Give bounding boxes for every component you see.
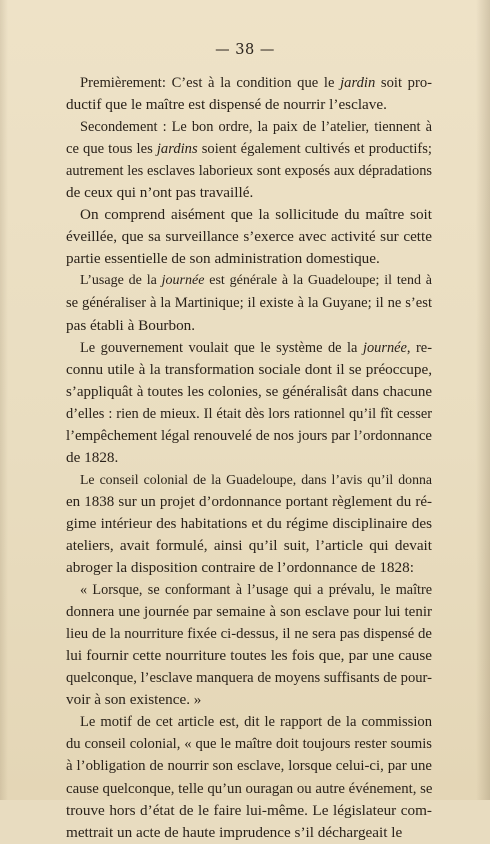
text-run: s’appliquât à toutes les colonies, se généralisât dans chacune [66,383,432,400]
text-run: ductif que le maître est dispensé de nourrir l’esclave. [66,96,387,114]
text-run: Secondement : Le bon ordre, la paix de l’atelier, tiennent à [80,119,432,136]
text-line [66,182,432,204]
text-run: trouve hors d’état de le faire lui-même. Le législateur com- [66,801,432,819]
text-line [66,94,432,116]
text-line [66,138,432,160]
text-line [66,403,432,425]
text-line [66,116,432,138]
text-line [66,711,432,733]
text-run: mettrait un acte de haute imprudence s’il déchargeait le [66,823,403,841]
text-run: L’usage de la [80,273,162,289]
text-run: ce que tous les [66,141,157,158]
paragraph [66,270,432,336]
text-line [66,447,432,469]
text-line [66,491,432,513]
text-run: soient également cultivés et productifs; [197,141,432,158]
text-line [66,425,432,447]
text-line [66,557,432,579]
text-run: « Lorsque, se conformant à l’usage qui a prévalu, le maître [80,582,432,599]
text-line [66,689,432,711]
text-run: Le gouvernement voulait que le système de la [80,339,363,356]
text-line [66,160,432,182]
text-line [66,822,432,844]
text-run: à l’obligation de nourrir son esclave, lorsque celui-ci, par une [66,758,432,775]
text-line [66,778,432,800]
text-run: , re- [406,339,432,356]
paragraph [66,579,432,711]
text-line [66,248,432,270]
text-run: On comprend aisément que la sollicitude du maître soit [80,206,432,224]
text-line [66,755,432,777]
text-run: gime intérieur des habitations et du régime disciplinaire des [66,514,432,532]
page-number: — 38 — [215,42,275,58]
paragraph [66,72,432,116]
text-line [66,513,432,535]
text-line [66,733,432,755]
italic-term: jardins [156,141,198,158]
text-run: voir à son existence. » [66,691,202,709]
text-line [66,645,432,667]
text-run: de 1828. [66,448,119,466]
page-fold-shadow [476,0,490,800]
text-run: est générale à la Guadeloupe; il tend à [204,273,433,289]
text-run: partie essentielle de son administration domestique. [66,250,380,268]
body-text [66,72,432,844]
text-run: pas établi à Bourbon. [66,316,196,334]
paragraph [66,337,432,469]
text-run: donnera une journée par semaine à son esclave pour lui tenir [66,604,432,621]
text-line [66,72,432,94]
text-run: du conseil colonial, « que le maître doit toujours rester soumis [66,736,432,753]
text-line [66,204,432,226]
text-line [66,359,432,381]
text-line [66,535,432,557]
text-line [66,579,432,601]
text-run: connu utile à la transformation sociale dont il se préoccupe, [66,360,432,378]
text-run: se généraliser à la Martinique; il existe à la Guyane; il ne s’est [66,295,432,312]
text-line [66,800,432,822]
text-line [66,337,432,359]
text-run: quelconque, l’esclave manquera de moyens suffisants de pour- [66,670,432,687]
text-line [66,601,432,623]
paragraph [66,469,432,579]
text-run: soit pro- [375,75,432,91]
text-line [66,469,432,491]
paragraph [66,711,432,843]
text-line [66,381,432,403]
italic-term: journée [161,273,205,289]
text-run: abroger la disposition contraire de l’ordonnance de 1828: [66,559,414,577]
text-run: ateliers, avait formulé, ainsi qu’il suit, l’article qui devait [66,536,432,554]
text-run: en 1838 sur un projet d’ordonnance portant règlement du ré- [66,493,432,510]
text-line [66,623,432,645]
text-run: lui fournir cette nourriture toutes les fois que, par une cause [66,647,432,665]
text-run: autrement les esclaves laborieux sont exposés aux dépradations [66,163,432,180]
text-run: cause quelconque, telle qu’un ouragan ou autre événement, se [66,780,433,797]
text-run: lieu de la nourriture fixée ci-dessus, il ne sera pas dispensé de [66,626,432,643]
paragraph [66,116,432,204]
text-run: Premièrement: C’est à la condition que le [80,75,341,91]
text-line [66,315,432,337]
text-line [66,667,432,689]
text-run: l’empêchement légal renouvelé de nos jours par l’ordonnance [66,427,432,444]
text-run: éveillée, que sa surveillance s’exerce avec activité sur cette [66,228,432,246]
paragraph [66,204,432,270]
text-run: Le conseil colonial de la Guadeloupe, dans l’avis qu’il donna [80,471,432,487]
italic-term: jardin [340,75,376,91]
text-line [66,270,432,292]
italic-term: journée [362,339,407,356]
text-run: de ceux qui n’ont pas travaillé. [66,184,254,202]
text-run: Le motif de cet article est, dit le rapport de la commission [80,714,432,731]
text-line [66,292,432,314]
page-edge-shadow [0,0,8,800]
text-line [66,226,432,248]
text-run: d’elles : rien de mieux. Il était dès lors rationnel qu’il fît cesser [66,405,432,422]
